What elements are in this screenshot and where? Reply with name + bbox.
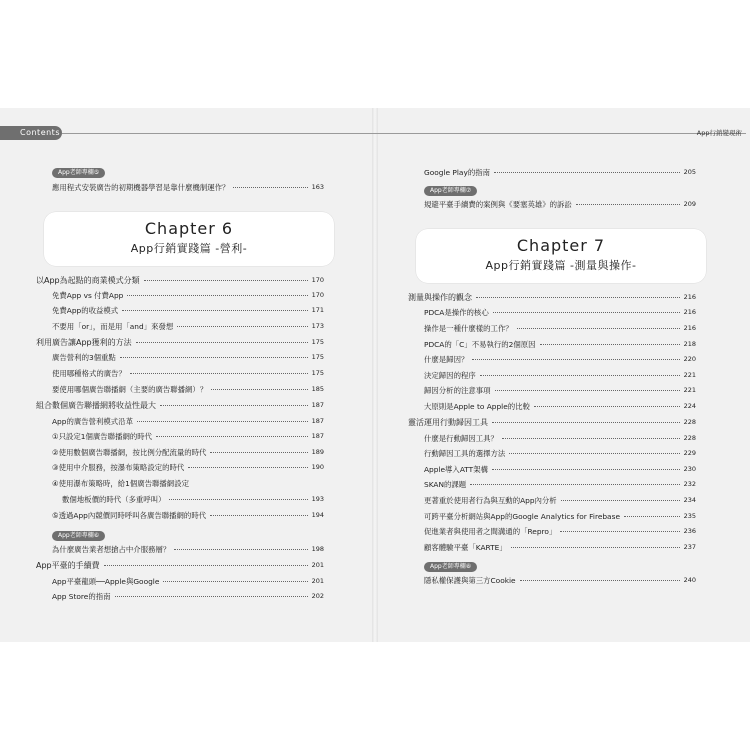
toc-entry[interactable] [52, 367, 324, 379]
toc-entry-label: 靈活運用行動歸因工具 [408, 417, 488, 427]
toc-entry[interactable] [52, 351, 324, 363]
toc-entry-page: 221 [683, 371, 696, 379]
toc-entry-label: 組合數個廣告聯播網將收益性最大 [36, 400, 156, 410]
toc-entry-page: 232 [683, 480, 696, 488]
toc-entry-label: App的廣告營利模式沿革 [52, 416, 133, 426]
toc-entry-page: 229 [683, 449, 696, 457]
toc-entry-page: 190 [311, 463, 324, 471]
toc-entry[interactable] [52, 543, 324, 555]
toc-entry-page: 194 [311, 511, 324, 519]
toc-entry-label: 使用哪種格式的廣告？ [52, 368, 126, 378]
leader-dots [492, 469, 680, 470]
leader-dots [509, 453, 679, 454]
leader-dots [560, 531, 679, 532]
running-title: App行銷變現術 [696, 129, 742, 137]
toc-entry-label: 歸因分析的注意事項 [424, 385, 491, 395]
leader-dots [470, 484, 679, 485]
toc-entry-label: 不要用「or」，而是用「and」來發想 [52, 321, 174, 331]
toc-entry-page: 163 [311, 183, 324, 191]
toc-section-entry[interactable] [408, 291, 696, 303]
leader-dots [163, 581, 307, 582]
toc-entry[interactable] [424, 198, 696, 210]
toc-entry-page: 216 [683, 324, 696, 332]
leader-dots [137, 421, 308, 422]
toc-entry-label: 隱私權保護與第三方Cookie [424, 575, 516, 585]
toc-entry-label: 什麼是行動歸因工具？ [424, 433, 498, 443]
toc-entry[interactable] [52, 461, 324, 473]
toc-entry[interactable] [52, 430, 324, 442]
toc-entry[interactable] [424, 432, 696, 444]
toc-entry-label: 要使用哪個廣告聯播網（主要的廣告聯播網）？ [52, 384, 208, 394]
toc-entry-page: 234 [683, 496, 696, 504]
leader-dots [120, 357, 308, 358]
column-badge: App老師專欄⑤ [52, 168, 105, 178]
leader-dots [169, 499, 307, 500]
toc-entry-page: 228 [683, 434, 696, 442]
toc-entry-label: 為什麼廣告業者想搶占中介服務層？ [52, 544, 171, 554]
leader-dots [210, 452, 307, 453]
toc-entry[interactable] [52, 446, 324, 458]
toc-entry-page: 173 [311, 322, 324, 330]
leader-dots [136, 342, 308, 343]
toc-entry[interactable] [424, 541, 696, 553]
toc-entry-label: Apple導入ATT架構 [424, 464, 488, 474]
toc-entry-label: 操作是一種什麼樣的工作？ [424, 323, 513, 333]
toc-entry-page: 201 [311, 577, 324, 585]
leader-dots [144, 280, 308, 281]
toc-entry[interactable] [424, 463, 696, 475]
toc-entry[interactable] [424, 525, 696, 537]
book-gutter [372, 108, 378, 642]
leader-dots [104, 565, 308, 566]
toc-entry-label: 顧客體驗平臺「KARTE」 [424, 542, 507, 552]
leader-dots [534, 406, 680, 407]
toc-entry[interactable] [52, 477, 324, 489]
toc-entry[interactable] [52, 181, 324, 193]
header-rule [62, 133, 746, 134]
toc-entry[interactable] [424, 478, 696, 490]
toc-entry[interactable] [424, 447, 696, 459]
toc-entry-page: 237 [683, 543, 696, 551]
toc-entry[interactable] [52, 575, 324, 587]
toc-section-entry[interactable] [36, 559, 324, 571]
toc-entry-page: 216 [683, 308, 696, 316]
leader-dots [130, 373, 308, 374]
leader-dots [174, 549, 307, 550]
toc-entry[interactable] [424, 510, 696, 522]
toc-entry[interactable] [424, 322, 696, 334]
toc-entry-page: 201 [311, 561, 324, 569]
toc-entry-label: App平臺的手續費 [36, 560, 100, 570]
leader-dots [492, 422, 680, 423]
leader-dots [576, 204, 680, 205]
toc-section-entry[interactable] [36, 274, 324, 286]
column-badge: App老師專欄⑧ [424, 562, 477, 572]
toc-entry-label: 以App為起點的商業模式分類 [36, 275, 140, 285]
leader-dots [122, 310, 307, 311]
toc-entry-label: 可跨平臺分析網站與App的Google Analytics for Firebase [424, 511, 620, 521]
toc-entry[interactable] [52, 590, 324, 602]
chapter-subtitle: App行銷實踐篇 -營利- [130, 242, 248, 255]
leader-dots [561, 500, 680, 501]
toc-entry-page: 171 [311, 306, 324, 314]
toc-entry[interactable] [424, 574, 696, 586]
toc-entry-label: ④使用瀑布策略時，給1個廣告聯播網設定 [52, 478, 189, 488]
toc-entry-page: 187 [311, 432, 324, 440]
leader-dots [476, 297, 680, 298]
toc-entry[interactable] [424, 353, 696, 365]
toc-entry-page: 187 [311, 401, 324, 409]
toc-entry[interactable] [52, 383, 324, 395]
toc-entry-page: 175 [311, 369, 324, 377]
toc-entry-page: 209 [683, 200, 696, 208]
toc-entry[interactable] [424, 166, 696, 178]
leader-dots [160, 405, 308, 406]
toc-entry-label: 大原則是Apple to Apple的比較 [424, 401, 530, 411]
toc-section-entry[interactable] [408, 416, 696, 428]
toc-entry-page: 216 [683, 293, 696, 301]
toc-entry-page: 202 [311, 592, 324, 600]
toc-entry-page: 218 [683, 340, 696, 348]
toc-entry-label: ③使用中介服務，按瀑布策略設定的時代 [52, 462, 185, 472]
toc-entry-page: 236 [683, 527, 696, 535]
toc-entry-page: 224 [683, 402, 696, 410]
toc-entry[interactable] [52, 509, 324, 521]
toc-entry-page: 235 [683, 512, 696, 520]
toc-entry-page: 175 [311, 353, 324, 361]
leader-dots [115, 596, 308, 597]
toc-entry-page: 230 [683, 465, 696, 473]
column-badge: App老師專欄⑥ [52, 531, 105, 541]
leader-dots [511, 547, 680, 548]
contents-tab: Contents [0, 126, 62, 140]
toc-entry-label: 更著重於使用者行為與互動的App內分析 [424, 495, 557, 505]
toc-entry-label: 免費App的收益模式 [52, 305, 119, 315]
leader-dots [177, 326, 307, 327]
toc-entry-label: ⑤透過App內競價同時呼叫各廣告聯播網的時代 [52, 510, 207, 520]
leader-dots [188, 467, 307, 468]
toc-entry-page: 185 [311, 385, 324, 393]
leader-dots [127, 295, 307, 296]
toc-entry-label: PDCA是操作的核心 [424, 307, 489, 317]
toc-entry[interactable] [424, 494, 696, 506]
toc-entry-label: 規避平臺手續費的案例與《要塞英雄》的訴訟 [424, 199, 572, 209]
toc-entry-label: Google Play的指南 [424, 167, 490, 177]
toc-entry-page: 193 [311, 495, 324, 503]
toc-entry-label: 什麼是歸因？ [424, 354, 469, 364]
toc-entry[interactable] [424, 384, 696, 396]
chapter-heading [44, 212, 334, 266]
leader-dots [156, 436, 308, 437]
toc-entry-label: 應用程式安裝廣告的初期機器學習是靠什麼機制運作？ [52, 182, 230, 192]
toc-entry-page: 170 [311, 291, 324, 299]
toc-entry[interactable] [52, 289, 324, 301]
toc-entry-label: 免費App vs 付費App [52, 290, 124, 300]
toc-entry-page: 221 [683, 386, 696, 394]
chapter-title: Chapter 7 [516, 236, 606, 255]
leader-dots [211, 389, 307, 390]
column-badge: App老師專欄⑦ [424, 186, 477, 196]
toc-entry-label: 利用廣告讓App獲利的方法 [36, 337, 132, 347]
toc-entry[interactable] [424, 400, 696, 412]
leader-dots [495, 390, 680, 391]
toc-entry-label: 行動歸因工具的選擇方法 [424, 448, 506, 458]
toc-entry-page: 198 [311, 545, 324, 553]
toc-entry-label: 測量與操作的觀念 [408, 292, 472, 302]
leader-dots [493, 312, 680, 313]
toc-entry-page: 187 [311, 417, 324, 425]
toc-entry-page: 175 [311, 338, 324, 346]
chapter-subtitle: App行銷實踐篇 -測量與操作- [485, 259, 637, 272]
toc-section-entry[interactable] [36, 399, 324, 411]
leader-dots [494, 172, 680, 173]
toc-entry-label: App Store的指南 [52, 591, 111, 601]
toc-entry[interactable] [52, 304, 324, 316]
leader-dots [480, 375, 680, 376]
toc-entry-page: 220 [683, 355, 696, 363]
toc-entry[interactable] [424, 306, 696, 318]
leader-dots [502, 438, 680, 439]
leader-dots [233, 187, 307, 188]
toc-entry-page: 170 [311, 276, 324, 284]
toc-entry[interactable] [52, 320, 324, 332]
toc-entry-page: 228 [683, 418, 696, 426]
book-spread [0, 108, 750, 642]
toc-entry[interactable] [52, 415, 324, 427]
leader-dots [472, 359, 679, 360]
toc-entry-label: ②使用數個廣告聯播網，按比例分配流量的時代 [52, 447, 207, 457]
toc-section-entry[interactable] [36, 336, 324, 348]
toc-entry-label: 數個地板價的時代（多重呼叫） [62, 494, 166, 504]
toc-entry-label: PDCA的「C」不易執行的2個原因 [424, 339, 536, 349]
toc-entry-label: 決定歸因的程序 [424, 370, 476, 380]
toc-entry-label: SKAN的課題 [424, 479, 467, 489]
chapter-title: Chapter 6 [144, 219, 234, 238]
leader-dots [520, 580, 680, 581]
toc-entry[interactable] [424, 338, 696, 350]
toc-entry-label: 促進業者與使用者之間溝通的「Repro」 [424, 526, 557, 536]
leader-dots [624, 516, 680, 517]
toc-entry-page: 240 [683, 576, 696, 584]
toc-entry-label: App平臺龍頭──Apple與Google [52, 576, 160, 586]
toc-entry-page: 189 [311, 448, 324, 456]
toc-entry[interactable] [424, 369, 696, 381]
toc-entry-page: 205 [683, 168, 696, 176]
leader-dots [517, 328, 680, 329]
toc-entry-label: ①只設定1個廣告聯播網的時代 [52, 431, 153, 441]
chapter-heading [416, 229, 706, 283]
leader-dots [210, 515, 307, 516]
toc-entry-label: 廣告營利的3個重點 [52, 352, 116, 362]
toc-entry[interactable] [62, 493, 324, 505]
leader-dots [540, 344, 680, 345]
